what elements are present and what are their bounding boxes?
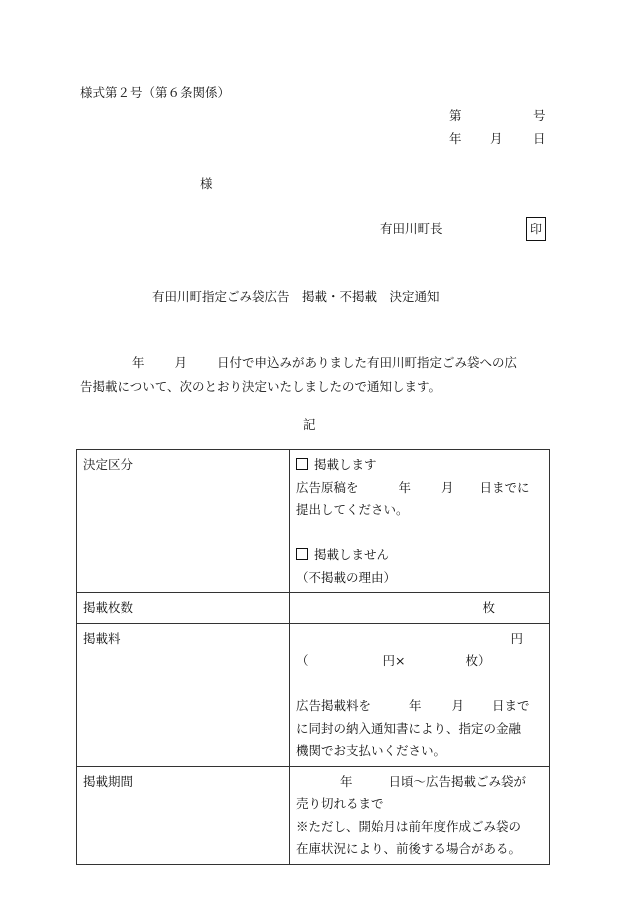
table-row-count <box>77 593 550 624</box>
pay-suffix: 日まで <box>492 698 530 713</box>
period-line-2: 売り切れるまで <box>296 796 384 811</box>
publish-checkbox[interactable] <box>296 458 308 470</box>
option-not-publish: 掲載しません <box>314 547 390 562</box>
submit-year: 年 <box>398 479 412 495</box>
submit-line-2: 提出してください。 <box>296 502 409 517</box>
date-month: 月 <box>490 131 503 146</box>
count-unit: 枚 <box>482 600 495 615</box>
period-line-3: ※ただし、開始月は前年度作成ごみ袋の <box>296 818 522 834</box>
seal-mark: 印 <box>526 217 546 241</box>
not-publish-reason: （不掲載の理由） <box>296 569 397 585</box>
fee-calc-close: 枚） <box>465 653 491 668</box>
date-year: 年 <box>449 131 462 146</box>
period-year: 年 <box>340 773 353 789</box>
decision-label: 決定区分 <box>77 450 290 593</box>
pay-prefix: 広告掲載料を <box>296 698 372 713</box>
fee-unit: 円 <box>510 630 523 646</box>
decision-value <box>290 450 550 593</box>
pay-month: 月 <box>451 698 465 713</box>
body-line-2: 告掲載について、次のとおり決定いたしましたので通知します。 <box>80 379 442 394</box>
table-row-decision <box>77 450 550 593</box>
fee-value <box>290 623 550 766</box>
fee-label: 掲載料 <box>77 623 290 766</box>
table-row-fee <box>77 623 550 766</box>
not-publish-checkbox[interactable] <box>296 548 308 560</box>
count-label: 掲載枚数 <box>77 593 290 624</box>
fee-calc-yen: 円× <box>382 653 406 668</box>
pay-line-2: に同封の納入通知書により、指定の金融 <box>296 720 522 736</box>
fee-calc-open: （ <box>296 653 309 668</box>
document-title: 有田川町指定ごみ袋広告 掲載・不掲載 決定通知 <box>152 289 440 304</box>
count-value <box>290 593 550 624</box>
body-line-1-rest: 日付で申込みがありました有田川町指定ごみ袋への広 <box>217 355 518 370</box>
body-line-1 <box>80 357 517 370</box>
option-publish: 掲載します <box>314 457 377 472</box>
body-month: 月 <box>174 355 188 370</box>
issuer-name: 有田川町長 <box>380 221 443 236</box>
date-day: 日 <box>533 131 546 146</box>
period-line-4: 在庫状況により、前後する場合がある。 <box>296 841 522 856</box>
body-year: 年 <box>132 355 145 370</box>
period-label: 掲載期間 <box>77 766 290 864</box>
ki-heading: 記 <box>303 417 316 432</box>
pay-line-3: 機関でお支払いください。 <box>296 743 447 758</box>
submit-month: 月 <box>441 479 454 495</box>
form-number: 様式第２号（第６条関係） <box>80 85 231 100</box>
doc-number-label: 第 <box>449 108 462 123</box>
submit-suffix: 日までに <box>479 479 530 495</box>
addressee-suffix: 様 <box>200 176 213 191</box>
submit-prefix: 広告原稿を <box>296 479 359 495</box>
period-value <box>290 766 550 864</box>
table-row-period <box>77 766 550 864</box>
details-table <box>76 449 550 865</box>
period-line-1-rest: 日頃～広告掲載ごみ袋が <box>388 773 527 789</box>
pay-year: 年 <box>409 698 422 713</box>
doc-number-suffix: 号 <box>533 108 546 123</box>
